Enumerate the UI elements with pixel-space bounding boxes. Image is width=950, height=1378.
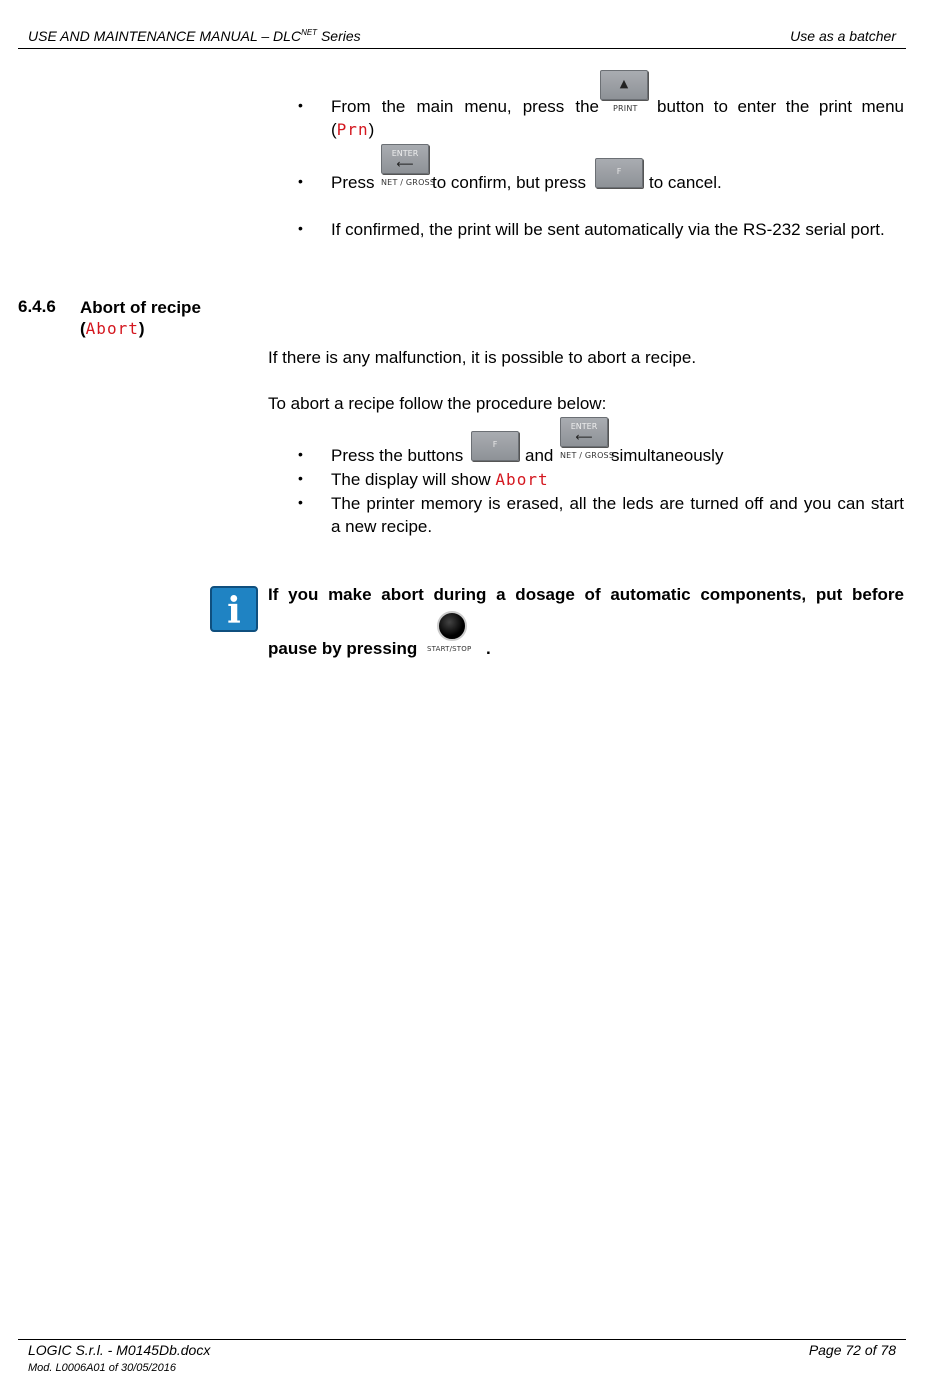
enter-arrow-icon: ⟵	[396, 157, 414, 171]
footer-mod: Mod. L0006A01 of 30/05/2016	[28, 1362, 177, 1374]
abort-bullet1-part-a: Press the buttons	[331, 446, 464, 465]
enter-netgross-key: ENTER ⟵ NET / GROSS	[560, 417, 610, 465]
bullet-icon: •	[298, 446, 303, 462]
bullet-icon: •	[298, 97, 303, 113]
display-abort: Abort	[85, 319, 139, 338]
print-bullet3: If confirmed, the print will be sent automatically via the RS-232 serial port.	[331, 220, 885, 239]
header-section: Use as a batcher	[790, 28, 896, 44]
bullet-icon: •	[298, 494, 303, 510]
display-abort: Abort	[495, 470, 549, 489]
abort-bullet2: The display will show Abort	[331, 470, 549, 489]
page-number: Page 72 of 78	[808, 1342, 896, 1358]
start-stop-button-icon	[437, 611, 467, 641]
start-stop-key: START/STOP	[427, 611, 483, 657]
header-title: USE AND MAINTENANCE MANUAL – $DLC^{NET}$ Series	[28, 28, 361, 44]
print-bullet1-part-a: From the main menu, press the	[331, 97, 599, 116]
print-bullet1-part-b: button to enter the print menu	[657, 97, 904, 116]
print-bullet1-display: (Prn)	[331, 120, 375, 139]
abort-bullet1-part-c: simultaneously	[611, 446, 724, 465]
page-footer	[18, 1339, 906, 1374]
abort-bullet1-part-b: and	[525, 446, 554, 465]
abort-paragraph-1: If there is any malfunction, it is possible to abort a recipe.	[268, 348, 697, 367]
abort-bullet3-line1: The printer memory is erased, all the leds are turned off and you can start	[331, 494, 904, 513]
up-arrow-icon: ▲	[619, 77, 629, 90]
abort-bullet3-line2: a new recipe.	[331, 517, 433, 536]
print-key: ▲ PRINT	[600, 70, 650, 120]
f-key: F	[471, 431, 521, 463]
note-line2: pause by pressing	[268, 639, 418, 658]
bullet-icon: •	[298, 220, 303, 236]
section-number: 6.4.6	[18, 297, 56, 316]
print-bullet2-part-c: to cancel.	[649, 173, 722, 192]
info-icon: i	[210, 586, 258, 632]
page-header	[18, 28, 906, 49]
section-title: Abort of recipe (Abort)	[80, 298, 201, 338]
print-bullet2-part-b: to confirm, but press	[432, 173, 587, 192]
display-prn: Prn	[336, 120, 369, 139]
enter-netgross-key: ENTER ⟵ NET / GROSS	[381, 144, 431, 192]
footer-document: LOGIC S.r.l. - M0145Db.docx	[28, 1342, 211, 1358]
bullet-icon: •	[298, 173, 303, 189]
bullet-icon: •	[298, 470, 303, 486]
print-bullet2-part-a: Press	[331, 173, 375, 192]
abort-paragraph-2: To abort a recipe follow the procedure below:	[268, 394, 607, 413]
enter-arrow-icon: ⟵	[575, 430, 593, 444]
note-line1: If you make abort during a dosage of automatic components, put before	[268, 585, 904, 604]
note-end: .	[486, 639, 491, 658]
f-key: F	[595, 158, 645, 190]
